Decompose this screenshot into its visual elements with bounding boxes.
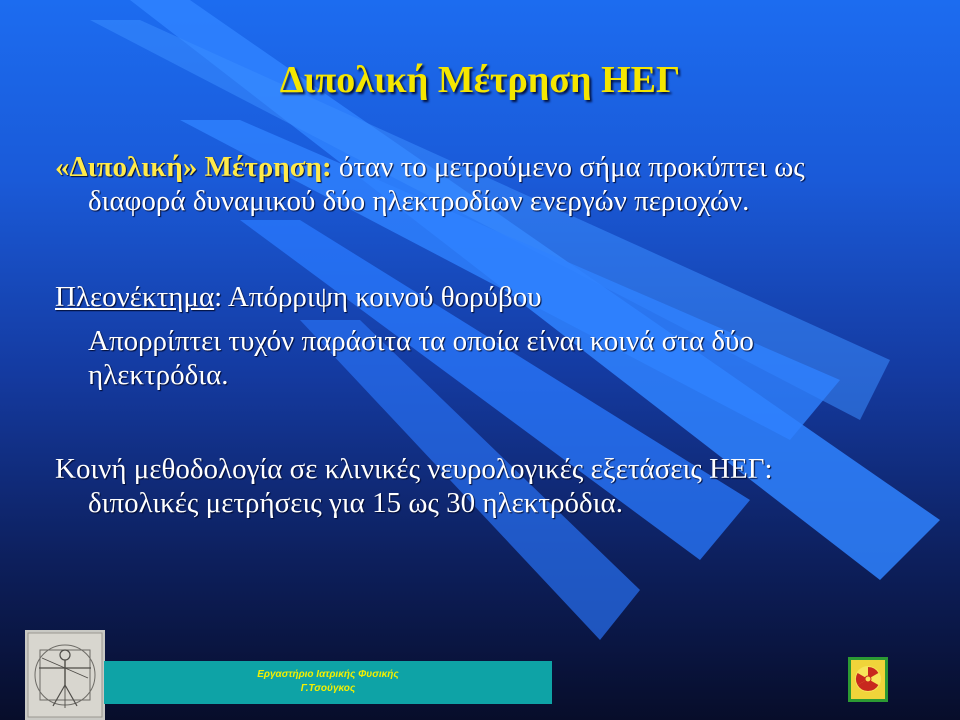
advantage-detail bbox=[88, 324, 888, 392]
methodology-line2: διπολικές μετρήσεις για 15 ως 30 ηλεκτρόδια. bbox=[88, 487, 623, 519]
advantage-detail-line2: ηλεκτρόδια. bbox=[88, 359, 229, 391]
slide-title: Διπολική Μέτρηση ΗΕΓ bbox=[279, 59, 681, 101]
definition-text: όταν το μετρούμενο σήμα προκύπτει ως bbox=[331, 151, 805, 183]
definition-text-continued: διαφορά δυναμικού δύο ηλεκτροδίων ενεργών περιοχών. bbox=[88, 185, 750, 217]
methodology-paragraph bbox=[55, 452, 915, 520]
advantage-label: Πλεονέκτημα bbox=[55, 281, 215, 313]
footer-bar bbox=[104, 661, 552, 704]
radiation-icon bbox=[848, 657, 888, 702]
vitruvian-man-icon bbox=[25, 630, 105, 720]
definition-paragraph bbox=[55, 150, 915, 218]
advantage-text: : Απόρριψη κοινού θορύβου bbox=[214, 281, 542, 313]
definition-term: «Διπολική» Μέτρηση: bbox=[55, 151, 332, 183]
advantage-detail-line1: Απορρίπτει τυχόν παράσιτα τα οποία είναι κοινά στα δύο bbox=[88, 325, 754, 357]
methodology-line1: Κοινή μεθοδολογία σε κλινικές νευρολογικές εξετάσεις ΗΕΓ: bbox=[55, 453, 773, 485]
footer-lab-name: Εργαστήριο Ιατρικής Φυσικής bbox=[257, 669, 399, 680]
footer-author: Γ.Τσούγκος bbox=[300, 683, 356, 694]
advantage-line bbox=[55, 280, 915, 314]
